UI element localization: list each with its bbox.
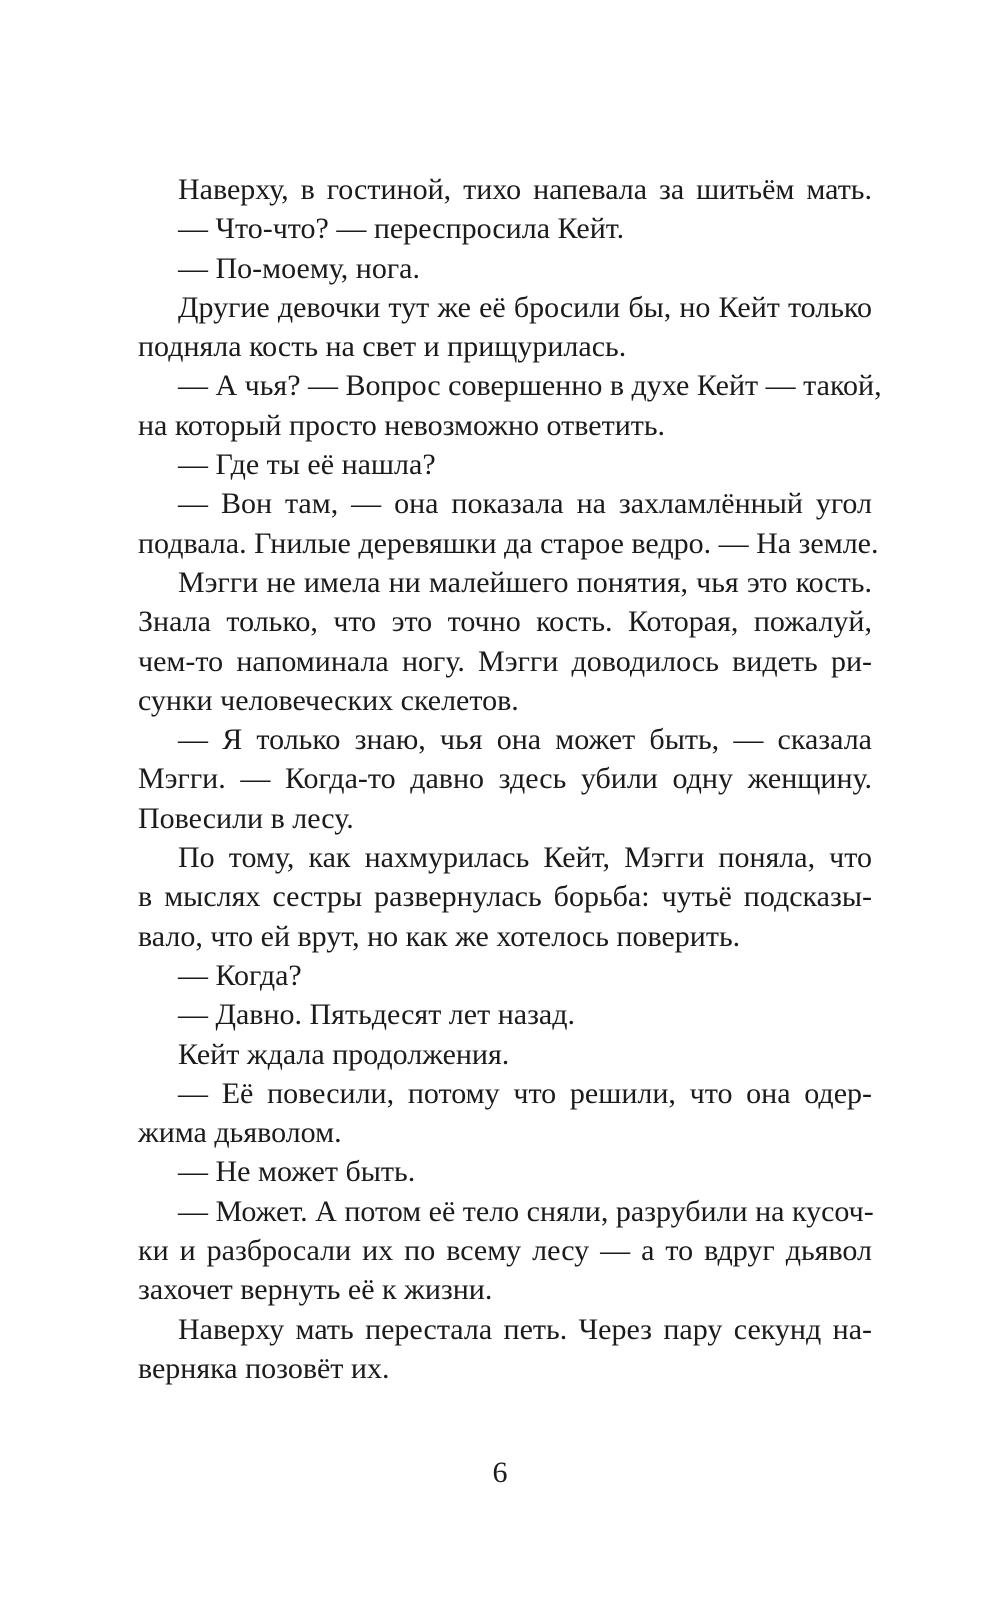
page-body-text [138, 170, 882, 1388]
text-line: чем-то напоминала ногу. Мэгги доводилось видеть ри- [138, 644, 872, 678]
text-line: Наверху мать перестала петь. Через пару секунд на- [178, 1312, 872, 1346]
text-line: подвала. Гнилые деревяшки да старое ведро. — На земле. [138, 526, 879, 560]
text-line: — Что-что? — переспросила Кейт. [178, 212, 625, 246]
text-line: жима дьяволом. [138, 1116, 342, 1150]
text-line: — Я только знаю, чья она может быть, — сказала [178, 723, 872, 757]
text-line: Знала только, что это точно кость. Которая, пожалуй, [138, 605, 872, 639]
text-line: подняла кость на свет и прищурилась. [138, 330, 627, 364]
text-line: Другие девочки тут же её бросили бы, но Кейт только [178, 290, 872, 324]
page-number: 6 [492, 1456, 508, 1489]
text-line: Наверху, в гостиной, тихо напевала за шитьём мать. [178, 173, 872, 206]
text-line: захочет вернуть её к жизни. [138, 1273, 493, 1307]
text-line: — По-моему, нога. [178, 251, 420, 285]
text-line: — Её повесили, потому что решили, что она одер- [178, 1076, 872, 1110]
text-line: — Не может быть. [178, 1155, 416, 1189]
text-line: — Где ты её нашла? [178, 448, 436, 482]
text-line: ки и разбросали их по всему лесу — а то вдруг дьявол [138, 1234, 872, 1268]
text-line: на который просто невозможно ответить. [138, 408, 666, 442]
text-line: Мэгги не имела ни малейшего понятия, чья это кость. [178, 565, 872, 599]
text-line: Повесили в лесу. [138, 801, 354, 835]
text-line: — Давно. Пятьдесят лет назад. [178, 998, 576, 1032]
text-line: верняка позовёт их. [138, 1351, 390, 1385]
text-line: сунки человеческих скелетов. [138, 683, 519, 717]
text-line: По тому, как нахмурилась Кейт, Мэгги поняла, что [178, 841, 872, 875]
text-line: — Может. А потом её тело сняли, разрубили на кусоч- [178, 1194, 874, 1228]
text-line: — Когда? [178, 958, 302, 992]
text-line: — Вон там, — она показала на захламлённый угол [178, 487, 872, 521]
text-line: вало, что ей врут, но как же хотелось поверить. [138, 919, 741, 953]
text-line: в мыслях сестры развернулась борьба: чутьё подсказы- [138, 880, 872, 914]
text-line: — А чья? — Вопрос совершенно в духе Кейт — такой, [178, 369, 882, 403]
text-line: Мэгги. — Когда-то давно здесь убили одну женщину. [138, 762, 872, 796]
text-line: Кейт ждала продолжения. [178, 1037, 510, 1071]
